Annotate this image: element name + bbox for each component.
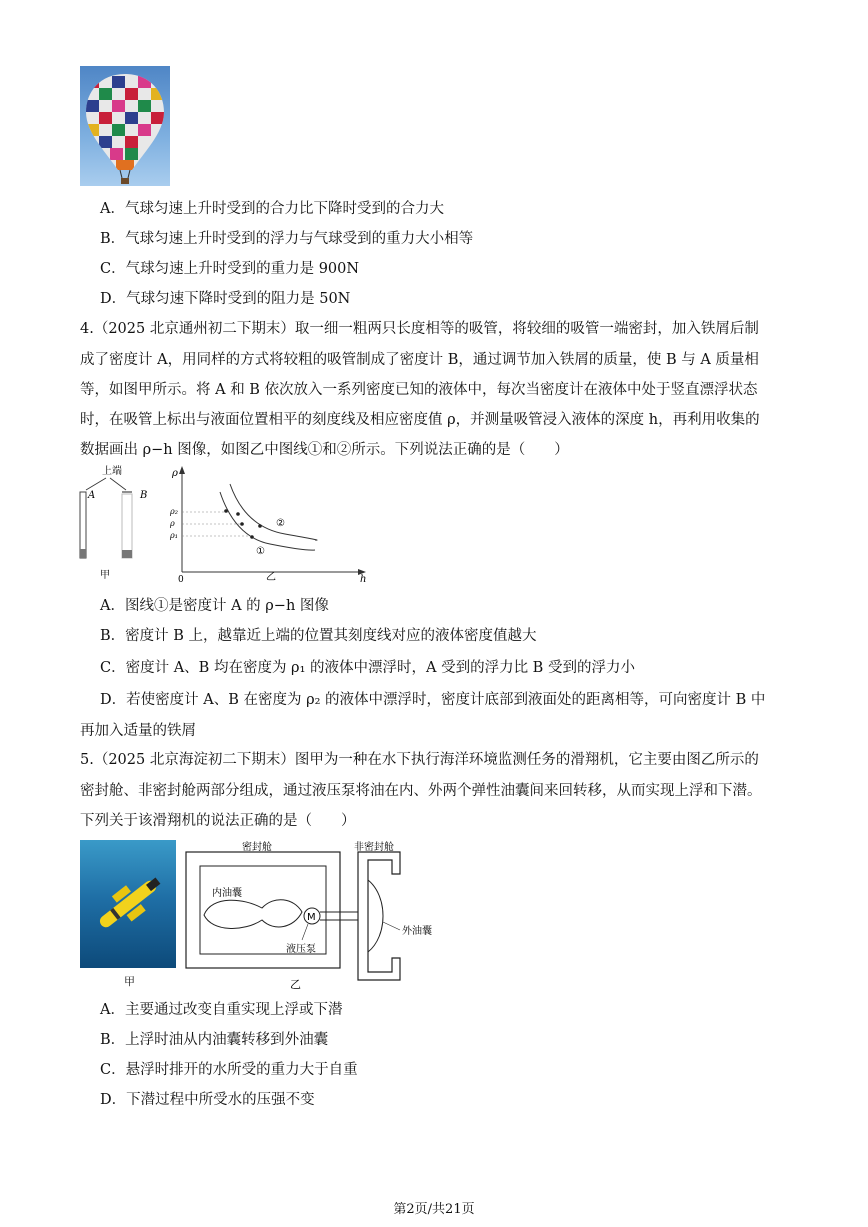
q3-option-b: B．气球匀速上升时受到的浮力与气球受到的重力大小相等 xyxy=(100,231,474,247)
tick-rho1: ρ₁ xyxy=(170,531,178,540)
label-inner-bag: 内油囊 xyxy=(212,888,242,899)
label-top-end: 上端 xyxy=(102,466,122,477)
q5-label-jia: 甲 xyxy=(124,975,135,988)
axis-rho: ρ xyxy=(172,468,178,479)
q4-stem-line: 4.（2025 北京通州初二下期末）取一细一粗两只长度相等的吸管，将较细的吸管一端密封，加入铁屑后制 xyxy=(80,321,759,337)
label-sealed-cabin: 密封舱 xyxy=(242,842,272,853)
label-outer-bag: 外油囊 xyxy=(402,926,432,937)
tick-rho2: ρ₂ xyxy=(170,507,178,516)
q4-option-d-cont: 再加入适量的铁屑 xyxy=(80,723,196,739)
q4-option-a: A．图线①是密度计 A 的 ρ−h 图像 xyxy=(100,598,329,614)
q4-stem-line: 等，如图甲所示。将 A 和 B 依次放入一系列密度已知的液体中，每次当密度计在液体中处于竖直漂浮状态 xyxy=(80,382,758,398)
q3-option-d: D．气球匀速下降时受到的阻力是 50N xyxy=(100,291,351,307)
q5-option-a: A．主要通过改变自重实现上浮或下潜 xyxy=(100,1002,343,1018)
curve-1-label: ① xyxy=(256,546,265,557)
origin-zero: 0 xyxy=(178,575,184,582)
q5-diagram xyxy=(182,840,442,990)
q4-option-d: D．若使密度计 A、B 在密度为 ρ₂ 的液体中漂浮时，密度计底部到液面处的距离相等，可向密度计 B 中 xyxy=(100,692,766,708)
hot-air-balloon-image xyxy=(80,66,170,186)
label-a: A xyxy=(88,490,96,501)
q5-stem-line: 下列关于该滑翔机的说法正确的是（ ） xyxy=(80,813,356,829)
q5-stem-line: 密封舱、非密封舱两部分组成，通过液压泵将油在内、外两个弹性油囊间来回转移，从而实现上浮和下潜。 xyxy=(80,783,762,799)
q5-option-b: B．上浮时油从内油囊转移到外油囊 xyxy=(100,1032,329,1048)
q4-option-c: C．密度计 A、B 均在密度为 ρ₁ 的液体中漂浮时，A 受到的浮力比 B 受到的浮力小 xyxy=(100,660,635,676)
axis-h: h xyxy=(360,574,367,582)
label-pump: 液压泵 xyxy=(286,944,316,955)
q4-figure xyxy=(70,462,370,582)
label-unsealed-cabin: 非密封舱 xyxy=(354,842,394,853)
tick-rho: ρ xyxy=(170,519,175,528)
curve-2-label: ② xyxy=(276,518,285,529)
q3-option-c: C．气球匀速上升时受到的重力是 900N xyxy=(100,261,360,277)
q4-stem-line: 成了密度计 A，用同样的方式将较粗的吸管制成了密度计 B，通过调节加入铁屑的质量，使 B 与 A 质量相 xyxy=(80,352,759,368)
q4-stem-line: 数据画出 ρ−h 图像，如图乙中图线①和②所示。下列说法正确的是（ ） xyxy=(80,442,569,458)
label-b: B xyxy=(140,490,148,501)
label-jia: 甲 xyxy=(100,570,110,581)
q5-label-yi: 乙 xyxy=(290,978,301,990)
motor-symbol: M xyxy=(307,912,316,923)
underwater-glider-photo xyxy=(80,840,176,968)
q5-option-c: C．悬浮时排开的水所受的重力大于自重 xyxy=(100,1062,358,1078)
q3-option-a: A．气球匀速上升时受到的合力比下降时受到的合力大 xyxy=(100,201,444,217)
page-number: 第2页/共21页 xyxy=(393,1202,475,1217)
q5-option-d: D．下潜过程中所受水的压强不变 xyxy=(100,1092,315,1108)
q5-stem-line: 5.（2025 北京海淀初二下期末）图甲为一种在水下执行海洋环境监测任务的滑翔机，它主要由图乙所示的 xyxy=(80,752,759,768)
q4-stem-line: 时，在吸管上标出与液面位置相平的刻度线及相应密度值 ρ，并测量吸管浸入液体的深度 h，再利用收集的 xyxy=(80,412,760,428)
q4-option-b: B．密度计 B 上，越靠近上端的位置其刻度线对应的液体密度值越大 xyxy=(100,628,537,644)
label-yi: 乙 xyxy=(266,572,276,582)
